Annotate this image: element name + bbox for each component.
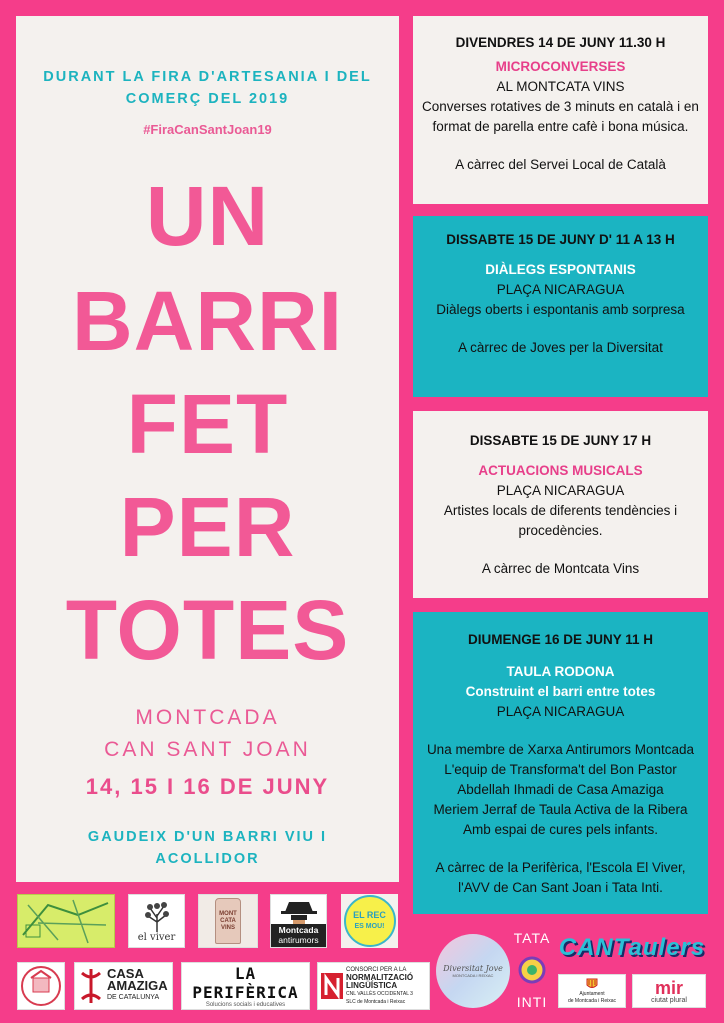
antirumors-logo <box>270 894 327 948</box>
montcata-vins-logo <box>198 894 258 948</box>
sun-icon <box>518 956 546 984</box>
event-credit: A càrrec de la Perifèrica, l'Escola El Viver, l'AVV de Can Sant Joan i Tata Inti. <box>435 860 686 895</box>
el-rec-top-text: EL REC <box>353 910 386 920</box>
headline-word: UN <box>145 169 270 263</box>
ajuntament-logo <box>558 974 626 1008</box>
event-place: PLAÇA NICARAGUA <box>496 483 625 498</box>
intro-panel <box>16 16 399 882</box>
cpnl-icon <box>321 973 343 999</box>
event-credit: A càrrec de Montcata Vins <box>481 561 640 576</box>
amazigh-yaz-icon <box>79 969 103 1003</box>
periferica-subtext: Solucions socials i educatives <box>205 1002 286 1008</box>
consorci-line4: CNL VALLÈS OCCIDENTAL 3 <box>346 991 413 997</box>
montcata-vins-text: MONT CATA VINS <box>215 898 241 944</box>
mir-text: mir <box>654 977 683 998</box>
casa-amaziga-logo <box>74 962 173 1010</box>
event-card <box>413 612 708 914</box>
event-place: PLAÇA NICARAGUA <box>496 282 625 297</box>
antirumors-top-text: Montcada <box>278 925 319 935</box>
inti-text: INTI <box>516 994 548 1010</box>
diversitat-jove-logo <box>436 934 510 1008</box>
hashtag: #FiraCanSantJoan19 <box>143 122 272 137</box>
diversitat-subtext: MONTCADA I REIXAC <box>452 973 494 978</box>
catalunya-text: DE CATALUNYA <box>107 994 160 1001</box>
event-date: DISSABTE 15 DE JUNY 17 H <box>469 433 652 448</box>
casa-text: CASA <box>107 966 144 981</box>
event-date: DIUMENGE 16 DE JUNY 11 H <box>467 632 654 647</box>
event-title: TAULA RODONA <box>506 664 615 679</box>
detective-icon <box>279 900 319 924</box>
speaker: Meriem Jerraf de Taula Activa de la Ribera <box>433 802 688 817</box>
consorci-line5: SLC de Montcada i Reixac <box>346 999 406 1005</box>
event-description: Converses rotatives de 3 minuts en català i en format de parella entre cafè i bona música. <box>422 99 699 134</box>
headline-word: TOTES <box>65 583 350 677</box>
headline-word: BARRI <box>72 274 343 368</box>
cantaulers-text: CANTaulers <box>558 934 706 961</box>
amaziga-text: AMAZIGA <box>107 978 168 993</box>
event-card <box>413 216 708 397</box>
el-viver-logo <box>128 894 185 948</box>
speaker: L'equip de Transforma't del Bon Pastor <box>444 762 677 777</box>
antirumors-bottom-text: antirumors <box>278 935 319 945</box>
event-date: DIVENDRES 14 DE JUNY 11.30 H <box>455 35 666 50</box>
diversitat-text: Diversitat Jove <box>443 964 503 973</box>
mir-subtext: ciutat plural <box>651 996 687 1004</box>
la-periferica-logo <box>181 962 310 1010</box>
el-rec-logo <box>341 894 398 948</box>
map-icon <box>18 895 114 947</box>
event-credit: A càrrec del Servei Local de Català <box>455 157 666 172</box>
cantaulers-logo <box>558 928 706 968</box>
event-title: MICROCONVERSES <box>495 59 626 74</box>
location-district: CAN SANT JOAN <box>104 738 311 761</box>
el-viver-text: el viver <box>137 931 176 943</box>
el-rec-bottom-text: ES MOU! <box>354 923 385 930</box>
event-dates: 14, 15 I 16 DE JUNY <box>85 774 330 799</box>
event-card <box>413 16 708 204</box>
intro-line: DURANT LA FIRA D'ARTESANIA I DEL COMERÇ DEL 2019 <box>43 69 372 107</box>
event-title: DIÀLEGS ESPONTANIS <box>485 262 636 277</box>
event-description: Diàlegs oberts i espontanis amb sorpresa <box>436 302 685 317</box>
speaker: Una membre de Xarxa Antirumors Montcada <box>426 742 695 757</box>
headline-word: FET <box>126 377 289 471</box>
consorci-line3: LINGÜÍSTICA <box>346 981 398 990</box>
ajuntament-line1: Ajuntament <box>579 991 605 997</box>
event-place: PLAÇA NICARAGUA <box>496 704 625 719</box>
event-date: DISSABTE 15 DE JUNY D' 11 A 13 H <box>446 232 675 247</box>
tagline: GAUDEIX D'UN BARRI VIU I ACOLLIDOR <box>87 829 328 867</box>
tata-inti-logo <box>514 930 550 1010</box>
avv-can-sant-joan-logo <box>17 962 65 1010</box>
consorci-normalitzacio-logo <box>317 962 430 1010</box>
speaker: Amb espai de cures pels infants. <box>462 822 659 837</box>
event-description: Artistes locals de diferents tendències i procedències. <box>443 503 678 538</box>
ajuntament-line2: de Montcada i Reixac <box>567 998 617 1004</box>
event-place: AL MONTCATA VINS <box>496 79 625 94</box>
mir-logo <box>632 974 706 1008</box>
speaker: Abdellah Ihmadi de Casa Amaziga <box>457 782 664 797</box>
event-subtitle: Construint el barri entre totes <box>465 684 656 699</box>
event-card <box>413 411 708 598</box>
event-credit: A càrrec de Joves per la Diversitat <box>458 340 663 355</box>
periferica-text: LA PERIFÈRICA <box>192 964 299 1002</box>
association-badge-icon <box>19 964 63 1008</box>
tata-text: TATA <box>514 930 550 946</box>
consorci-line2: NORMALITZACIÓ <box>346 973 414 982</box>
headline-word: PER <box>119 480 296 574</box>
event-title: ACTUACIONS MUSICALS <box>478 463 643 478</box>
tree-icon <box>142 900 172 932</box>
consorci-line1: CONSORCI PER A LA <box>346 967 407 973</box>
neighbourhood-map-logo <box>17 894 115 948</box>
location-town: MONTCADA <box>135 706 280 729</box>
coat-of-arms-icon <box>586 978 598 990</box>
